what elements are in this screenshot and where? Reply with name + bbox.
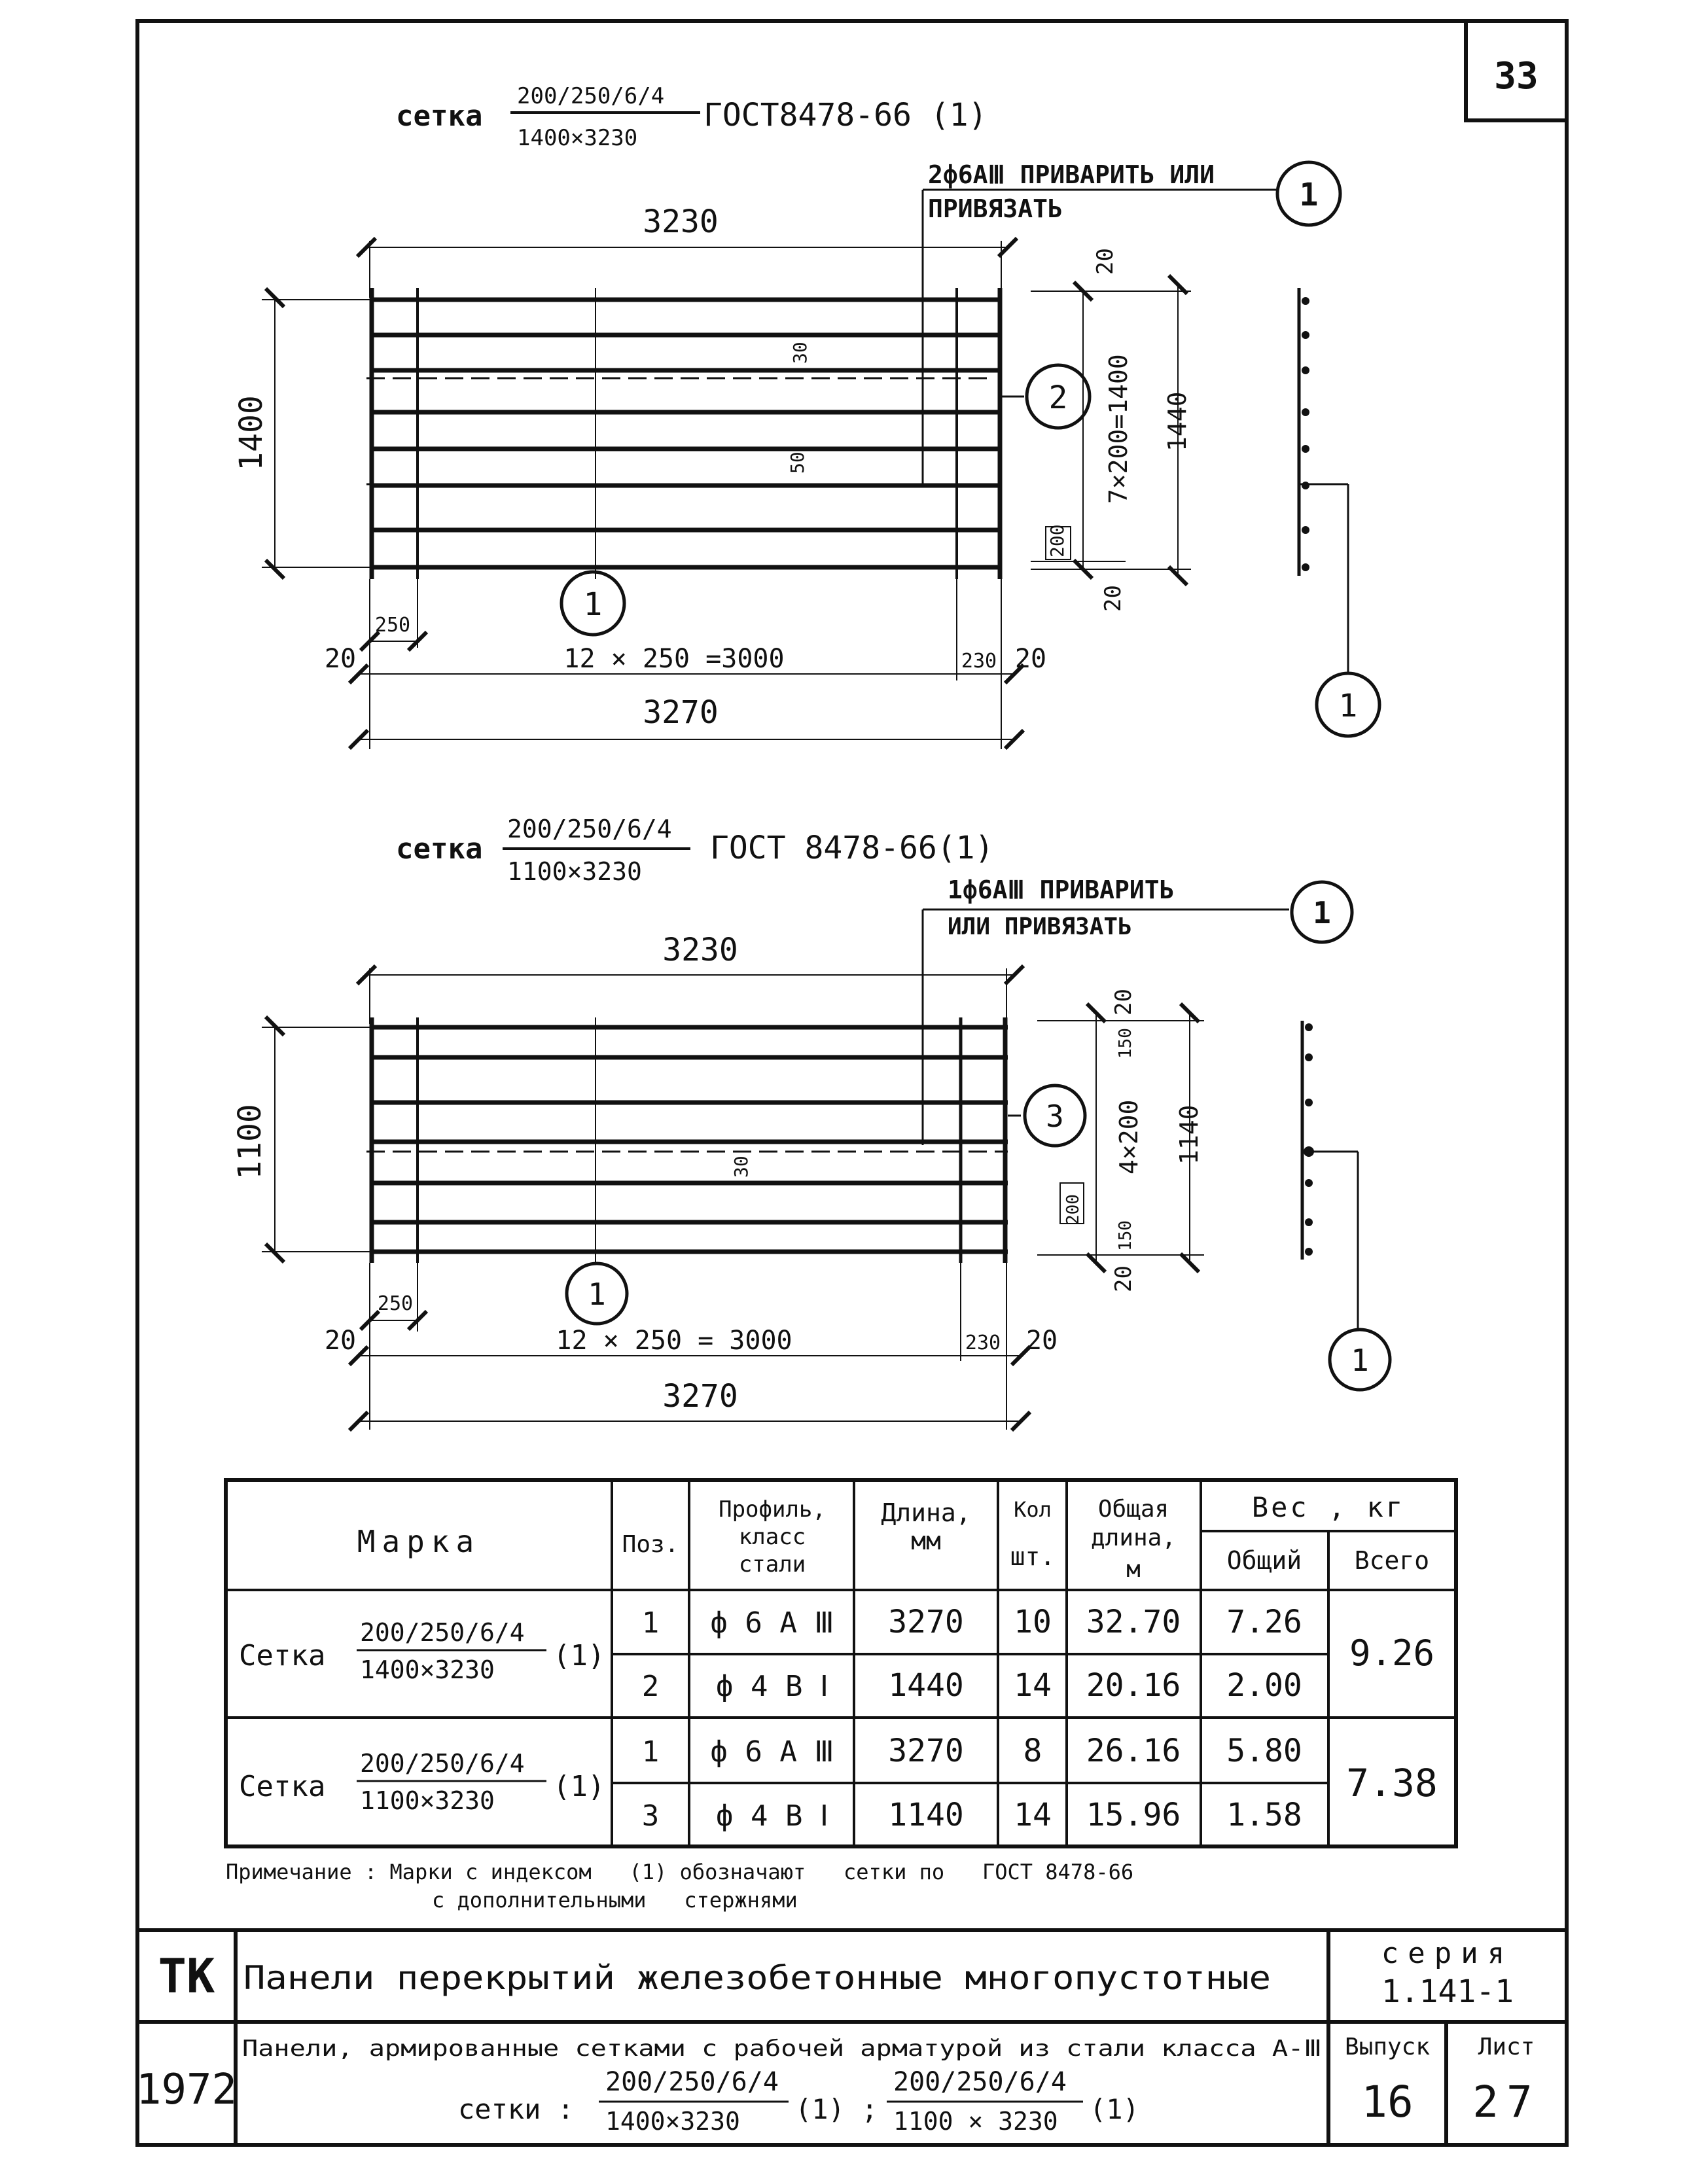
g2r2-profile: ф 4 В Ⅰ — [716, 1799, 828, 1833]
mesh2-dim-right-150a: 150 — [1116, 1028, 1135, 1059]
year: 1972 — [135, 2066, 238, 2114]
group2-mark-suffix: (1) — [553, 1770, 605, 1803]
mesh2-section-view — [1302, 1021, 1358, 1328]
sub-frac1-bottom: 1400×3230 — [605, 2107, 740, 2136]
mesh2-dim-30: 30 — [730, 1156, 752, 1178]
th-qty-1: Кол — [1014, 1497, 1052, 1522]
sheet-value: 27 — [1472, 2077, 1540, 2127]
mesh1-dim-bottom-mid: 12 × 250 =3000 — [563, 644, 785, 674]
th-pos: Поз. — [622, 1531, 679, 1558]
group2-mark-prefix: Сетка — [239, 1770, 326, 1803]
mesh2-caption-prefix: сетка — [396, 832, 483, 866]
mesh1-dim-right-total: 1440 — [1163, 391, 1192, 451]
g1r1-total-length: 32.70 — [1086, 1604, 1181, 1640]
th-total-len-1: Общая — [1097, 1496, 1169, 1523]
g2r1-weight: 5.80 — [1226, 1733, 1302, 1769]
mesh2-dim-right-20b: 20 — [1111, 1265, 1137, 1292]
mesh1-note-line1: 2ф6АⅢ ПРИВАРИТЬ ИЛИ — [928, 160, 1215, 189]
mesh2-dim-top: 3230 — [662, 932, 738, 968]
mesh1-dim-20-left: 20 — [324, 644, 357, 674]
sub-frac1-suffix: (1) ; — [795, 2093, 878, 2125]
table-note-line2: с дополнительными стержнями — [432, 1888, 798, 1913]
mesh1-drawing — [233, 83, 1379, 749]
page-number: 33 — [1494, 55, 1539, 97]
mesh2-dim-20-left: 20 — [324, 1326, 357, 1356]
org-mark: ТК — [158, 1949, 215, 2003]
g2r1-profile: ф 6 А Ⅲ — [710, 1735, 834, 1769]
mesh1-dim-50: 50 — [787, 451, 808, 474]
mesh1-caption-prefix: сетка — [396, 99, 483, 133]
mesh1-dashed-bars — [366, 378, 995, 484]
g1r2-total-length: 20.16 — [1086, 1667, 1181, 1704]
mesh1-dim-30: 30 — [789, 342, 811, 364]
mesh1-dim-right-200: 200 — [1046, 524, 1068, 557]
g2r1-length: 3270 — [888, 1733, 964, 1769]
g2r2-pos: 3 — [641, 1799, 660, 1833]
g2r1-total-length: 26.16 — [1086, 1733, 1181, 1769]
table-note-line1: Примечание : Марки с индексом (1) обозначают сетки по ГОСТ 8478-66 — [226, 1860, 1134, 1884]
group1-mark-suffix: (1) — [553, 1639, 605, 1672]
g1r2-pos: 2 — [641, 1670, 660, 1703]
mesh2-frac-bottom: 1100×3230 — [507, 857, 642, 886]
sub-frac2-bottom: 1100 × 3230 — [893, 2107, 1058, 2136]
th-weight: Вес , кг — [1251, 1491, 1406, 1523]
g1r2-length: 1440 — [888, 1667, 964, 1704]
mesh2-caption-suffix: ГОСТ 8478-66(1) — [710, 830, 994, 866]
mesh2-dim-bottom-total: 3270 — [662, 1378, 738, 1415]
g2r2-total-length: 15.96 — [1086, 1797, 1181, 1833]
sheet-frame — [137, 21, 1567, 2145]
th-weight-total: Общий — [1226, 1546, 1302, 1575]
mesh1-dim-top: 3230 — [643, 203, 719, 240]
g2r2-weight: 1.58 — [1226, 1797, 1302, 1833]
mesh2-longitudinal-bars — [370, 1027, 1008, 1252]
g2r1-qty: 8 — [1023, 1733, 1042, 1769]
mesh1-longitudinal-bars — [370, 300, 1001, 567]
g2r2-length: 1140 — [888, 1797, 964, 1833]
mesh1-dim-bottom-total: 3270 — [643, 694, 719, 731]
mesh2-dim-bottom-mid: 12 × 250 = 3000 — [556, 1326, 792, 1356]
mesh2-note-pos: 1 — [1313, 895, 1331, 930]
mesh2-pos1: 1 — [588, 1277, 606, 1312]
issue-label: Выпуск — [1344, 2034, 1431, 2060]
mesh2-pos3: 3 — [1046, 1099, 1064, 1134]
th-length-2: мм — [911, 1527, 941, 1555]
series-label: серия — [1381, 1937, 1514, 1970]
mesh1-dim-right-20b: 20 — [1100, 585, 1126, 612]
series-value: 1.141-1 — [1381, 1973, 1514, 2010]
mesh2-note-line1: 1ф6АⅢ ПРИВАРИТЬ — [948, 875, 1175, 904]
mesh1-frac-bottom: 1400×3230 — [517, 125, 638, 151]
mesh1-pos1: 1 — [583, 586, 603, 623]
th-total-len-3: м — [1126, 1556, 1141, 1583]
th-total-len-2: длина, — [1090, 1525, 1177, 1551]
issue-value: 16 — [1361, 2077, 1414, 2127]
group1-mark-bottom: 1400×3230 — [360, 1655, 495, 1684]
group1-mark-prefix: Сетка — [239, 1639, 326, 1672]
mesh1-section-view — [1299, 288, 1348, 674]
th-profile-1: Профиль, — [719, 1496, 826, 1523]
th-qty-2: шт. — [1010, 1542, 1056, 1571]
g2r2-qty: 14 — [1014, 1797, 1052, 1833]
th-weight-all: Всего — [1354, 1546, 1430, 1575]
mesh2-dim-right-mid: 4×200 — [1114, 1099, 1143, 1174]
sub-frac2-suffix: (1) — [1090, 2093, 1139, 2125]
specification-table — [226, 1480, 1456, 1846]
sheet-label: Лист — [1478, 2034, 1535, 2060]
g1r1-pos: 1 — [641, 1606, 660, 1640]
mesh2-drawing — [232, 815, 1390, 1430]
mesh2-note-line2: ИЛИ ПРИВЯЗАТЬ — [948, 913, 1132, 940]
mesh1-dim-230: 230 — [961, 650, 997, 673]
th-length-1: Длина, — [881, 1498, 971, 1527]
mesh1-dim-20-right: 20 — [1014, 644, 1047, 674]
g1r2-profile: ф 4 В Ⅰ — [716, 1670, 828, 1703]
title-block — [136, 1930, 1567, 2145]
mesh2-dim-right-200: 200 — [1063, 1194, 1083, 1225]
group1-sum: 9.26 — [1349, 1633, 1435, 1674]
th-profile-3: стали — [738, 1551, 806, 1578]
g1r2-qty: 14 — [1014, 1667, 1052, 1704]
th-profile-2: класс — [738, 1524, 806, 1550]
g1r2-weight: 2.00 — [1226, 1667, 1302, 1704]
g1r1-qty: 10 — [1014, 1604, 1052, 1640]
mesh2-dim-right-total: 1140 — [1175, 1104, 1203, 1165]
mesh1-caption-suffix: ГОСТ8478-66 (1) — [703, 97, 987, 133]
mesh1-pos2: 2 — [1048, 379, 1068, 416]
mesh1-note-line2: ПРИВЯЗАТЬ — [928, 194, 1063, 223]
mesh1-frac-top: 200/250/6/4 — [517, 83, 665, 109]
mesh1-dim-right-20a: 20 — [1092, 248, 1118, 275]
mesh2-frac-top: 200/250/6/4 — [507, 815, 672, 843]
mesh2-dim-left: 1100 — [232, 1104, 268, 1180]
g1r1-weight: 7.26 — [1226, 1604, 1302, 1640]
g1r1-profile: ф 6 А Ⅲ — [710, 1606, 834, 1640]
mesh2-side-pos: 1 — [1351, 1343, 1369, 1378]
mesh2-dim-right-20a: 20 — [1111, 989, 1137, 1015]
mesh1-side-pos: 1 — [1338, 688, 1358, 724]
sheet-subtitle: Панели, армированные сетками с рабочей арматурой из стали класса А-Ⅲ — [242, 2036, 1322, 2062]
mesh2-dim-250: 250 — [377, 1292, 414, 1315]
mesh1-dim-right-mid: 7×200=1400 — [1104, 354, 1133, 504]
mesh1-note-pos: 1 — [1299, 177, 1319, 213]
g2r1-pos: 1 — [641, 1735, 660, 1769]
group2-mark-top: 200/250/6/4 — [360, 1749, 525, 1778]
group1-mark-top: 200/250/6/4 — [360, 1618, 525, 1647]
mesh2-dim-230: 230 — [965, 1332, 1001, 1354]
sheet-title: Панели перекрытий железобетонные многопустотные — [243, 1959, 1271, 1997]
g1r1-length: 3270 — [888, 1604, 964, 1640]
group2-sum: 7.38 — [1346, 1761, 1438, 1805]
sub-frac1-top: 200/250/6/4 — [605, 2067, 779, 2097]
mesh2-dim-right-150b: 150 — [1116, 1220, 1135, 1251]
subtitle-prefix: сетки : — [458, 2093, 575, 2125]
mesh1-dim-left: 1400 — [233, 395, 270, 471]
mesh1-dim-250: 250 — [374, 614, 411, 637]
sub-frac2-top: 200/250/6/4 — [893, 2067, 1067, 2097]
mesh1-transverse-bars — [372, 288, 1000, 579]
group2-mark-bottom: 1100×3230 — [360, 1786, 495, 1815]
mesh2-dim-20-right: 20 — [1025, 1326, 1058, 1356]
th-mark: Марка — [357, 1524, 481, 1559]
